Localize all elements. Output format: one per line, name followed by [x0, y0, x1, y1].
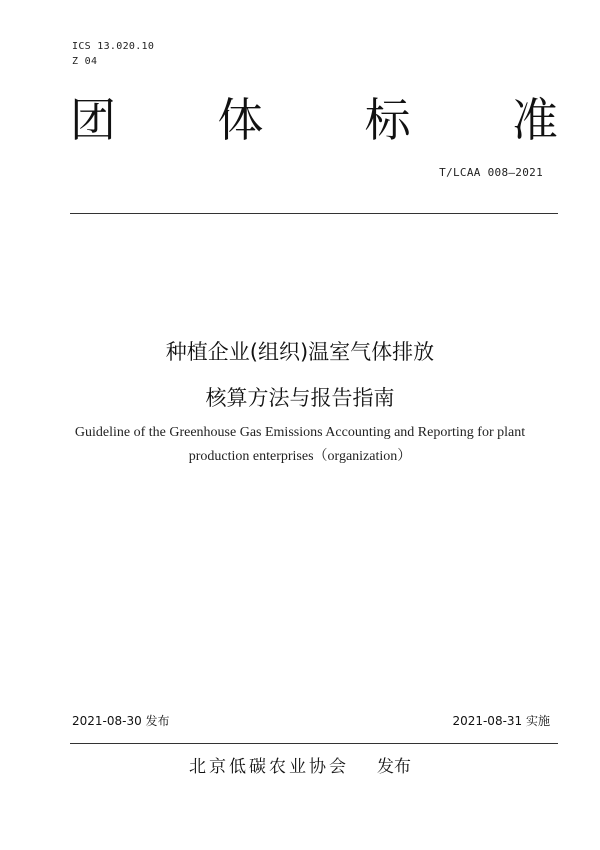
- implementation-date: 2021-08-31 实施: [452, 714, 550, 728]
- title-en-line1: Guideline of the Greenhouse Gas Emissions Accounting and Reporting for plant: [74, 425, 526, 440]
- ics-code: ICS 13.020.10: [72, 41, 155, 52]
- footer-divider: [70, 743, 558, 744]
- publisher-row: [0, 752, 600, 777]
- publisher-name: 北京低碳农业协会: [189, 757, 349, 777]
- category-char: 团: [70, 93, 116, 147]
- header-divider: [70, 213, 558, 214]
- title-cn-line2: 核算方法与报告指南: [205, 386, 395, 410]
- document-category-title: [70, 92, 558, 148]
- category-char: 准: [511, 93, 558, 147]
- publish-label: 发布: [377, 757, 411, 777]
- issue-date: 2021-08-30 发布: [72, 714, 170, 728]
- title-en-line2: production enterprises（organization）: [188, 449, 412, 464]
- category-char: 标: [364, 93, 411, 147]
- ccs-code: Z 04: [72, 56, 98, 67]
- category-char: 体: [217, 93, 264, 147]
- standard-number: T/LCAA 008—2021: [439, 166, 543, 179]
- title-cn-line1: 种植企业(组织)温室气体排放: [165, 340, 435, 364]
